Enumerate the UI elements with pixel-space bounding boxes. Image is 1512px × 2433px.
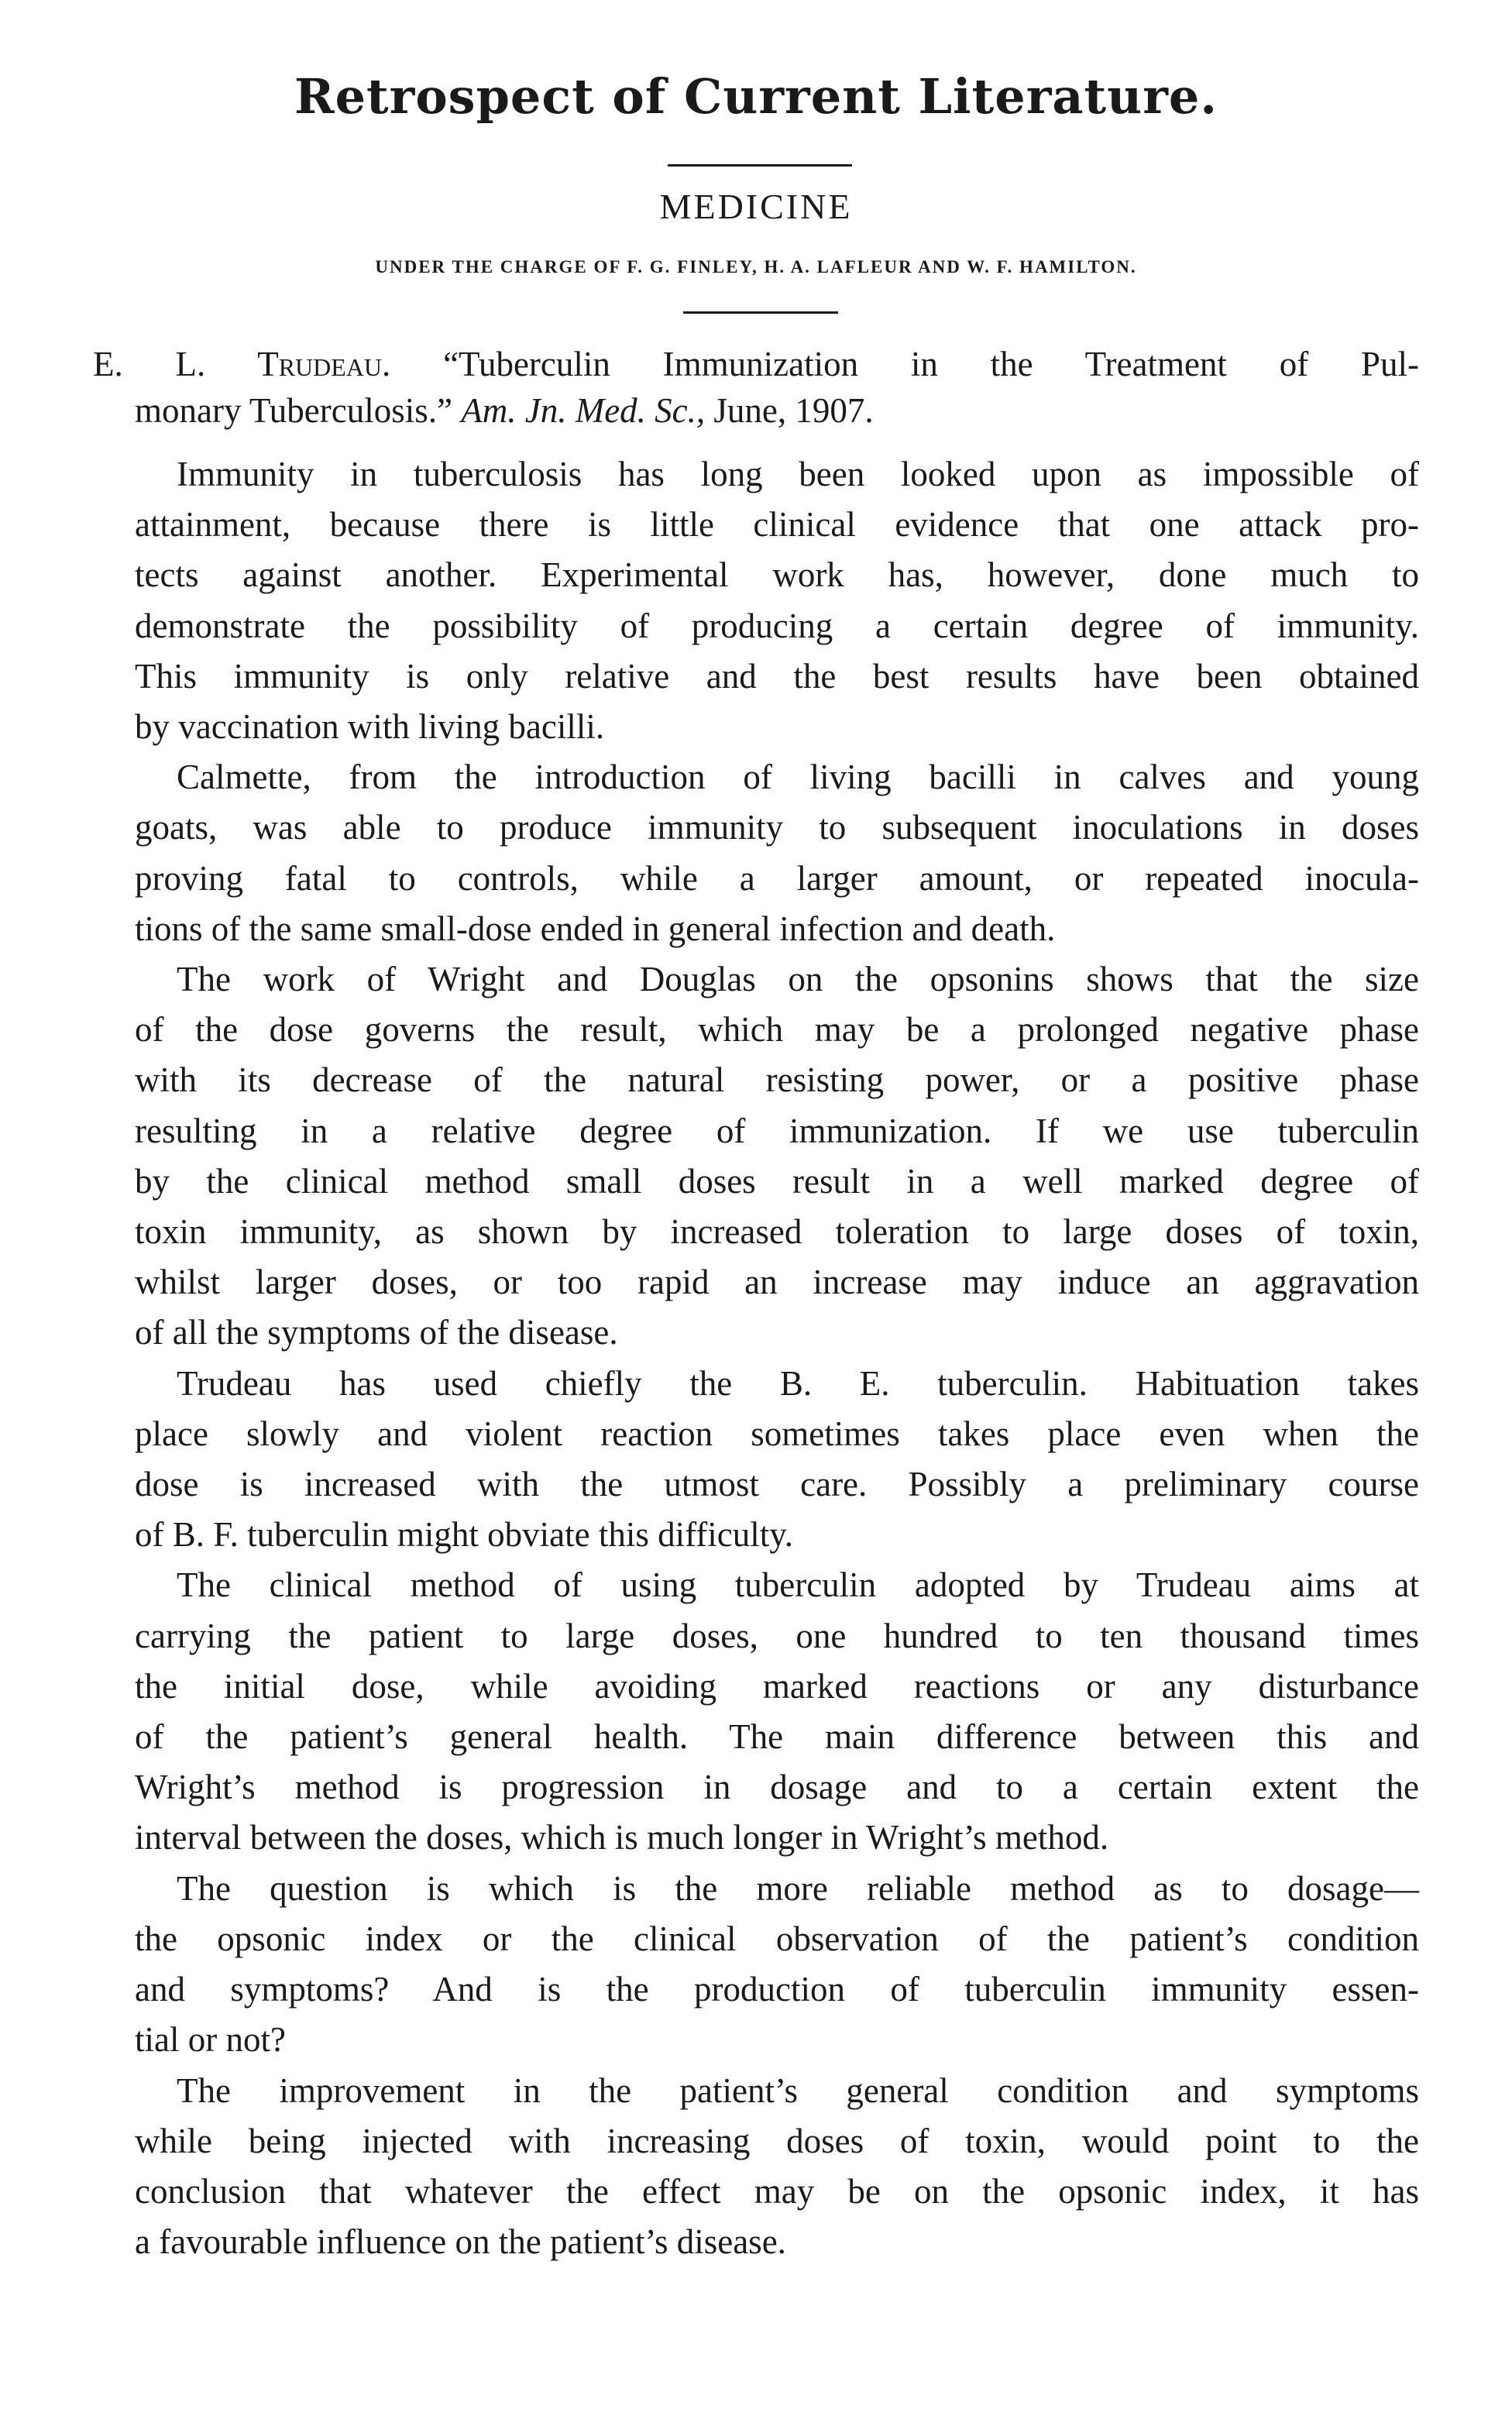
text-line: Wright’s method is progression in dosage and to a certain extent the xyxy=(135,1768,1419,1807)
text-line: of the dose governs the result, which may be a prolonged negative phase xyxy=(135,1010,1419,1050)
section-heading: MEDICINE xyxy=(659,187,853,226)
text-line: tial or not? xyxy=(135,2020,286,2060)
text-line: tects against another. Experimental work has, however, done much to xyxy=(135,555,1419,595)
text-line: Trudeau has used chiefly the B. E. tuberculin. Habituation takes xyxy=(177,1363,1419,1403)
text-line: the initial dose, while avoiding marked reactions or any disturbance xyxy=(135,1666,1419,1706)
citation-journal: Am. Jn. Med. Sc., xyxy=(461,391,706,430)
text-line: the opsonic index or the clinical observation of the patient’s condition xyxy=(135,1919,1419,1958)
text-line: goats, was able to produce immunity to subsequent inoculations in doses xyxy=(135,808,1419,847)
text-line: demonstrate the possibility of producing a certain degree of immunity. xyxy=(135,606,1419,645)
text-line: a favourable influence on the patient’s disease. xyxy=(135,2222,786,2262)
title-rule xyxy=(668,164,852,167)
text-line: whilst larger doses, or too rapid an increase may induce an aggravation xyxy=(135,1263,1419,1302)
paragraph xyxy=(93,1864,1419,2066)
article-citation xyxy=(93,341,1419,434)
citation-title: “Tuberculin Immunization in the Treatment of Pul- xyxy=(443,345,1419,383)
text-line: while being injected with increasing doses of toxin, would point to the xyxy=(135,2121,1419,2160)
text-line: This immunity is only relative and the best results have been obtained xyxy=(135,656,1419,696)
editors-line: UNDER THE CHARGE OF F. G. FINLEY, H. A. LAFLEUR AND W. F. HAMILTON. xyxy=(375,257,1137,277)
page-title: Retrospect of Current Literature. xyxy=(294,68,1218,125)
text-line: conclusion that whatever the effect may be on the opsonic index, it has xyxy=(135,2171,1419,2211)
paragraph xyxy=(93,752,1419,954)
text-line: Immunity in tuberculosis has long been looked upon as impossible of xyxy=(177,455,1419,493)
text-line: resulting in a relative degree of immunization. If we use tuberculin xyxy=(135,1111,1419,1150)
paragraph xyxy=(93,1359,1419,1561)
paragraph xyxy=(93,1560,1419,1863)
text-line: and symptoms? And is the production of tuberculin immunity essen- xyxy=(135,1970,1419,2009)
text-line: of all the symptoms of the disease. xyxy=(135,1313,618,1352)
text-line: by the clinical method small doses result in a well marked degree of xyxy=(135,1161,1419,1201)
text-line: The work of Wright and Douglas on the opsonins shows that the size xyxy=(177,960,1419,999)
citation-date: June, 1907. xyxy=(713,391,874,430)
text-line: by vaccination with living bacilli. xyxy=(135,707,605,747)
citation-title-cont: monary Tuberculosis.” xyxy=(135,391,452,430)
text-line: The improvement in the patient’s general condition and symptoms xyxy=(177,2070,1419,2110)
section-rule xyxy=(683,311,838,314)
text-line: tions of the same small-dose ended in general infection and death. xyxy=(135,909,1056,948)
text-line: carrying the patient to large doses, one hundred to ten thousand times xyxy=(135,1616,1419,1655)
text-line: proving fatal to controls, while a larger amount, or repeated inocula- xyxy=(135,858,1419,898)
text-line: The question is which is the more reliable method as to dosage— xyxy=(177,1868,1419,1908)
text-line: dose is increased with the utmost care. Possibly a preliminary course xyxy=(135,1465,1419,1504)
text-line: of the patient’s general health. The main difference between this and xyxy=(135,1717,1419,1757)
text-line: with its decrease of the natural resisting power, or a positive phase xyxy=(135,1060,1419,1100)
paragraph xyxy=(93,954,1419,1359)
paragraph xyxy=(93,2066,1419,2268)
text-line: place slowly and violent reaction sometimes takes place even when the xyxy=(135,1414,1419,1453)
text-line: interval between the doses, which is much longer in Wright’s method. xyxy=(135,1818,1109,1857)
text-line: attainment, because there is little clinical evidence that one attack pro- xyxy=(135,505,1419,545)
text-line: The clinical method of using tuberculin adopted by Trudeau aims at xyxy=(177,1565,1419,1605)
text-line: toxin immunity, as shown by increased toleration to large doses of toxin, xyxy=(135,1212,1419,1252)
citation-author: E. L. Trudeau. xyxy=(93,345,391,383)
text-line: of B. F. tuberculin might obviate this difficulty. xyxy=(135,1515,794,1555)
article-body xyxy=(93,449,1419,2267)
paragraph xyxy=(93,449,1419,752)
text-line: Calmette, from the introduction of living bacilli in calves and young xyxy=(177,758,1419,797)
